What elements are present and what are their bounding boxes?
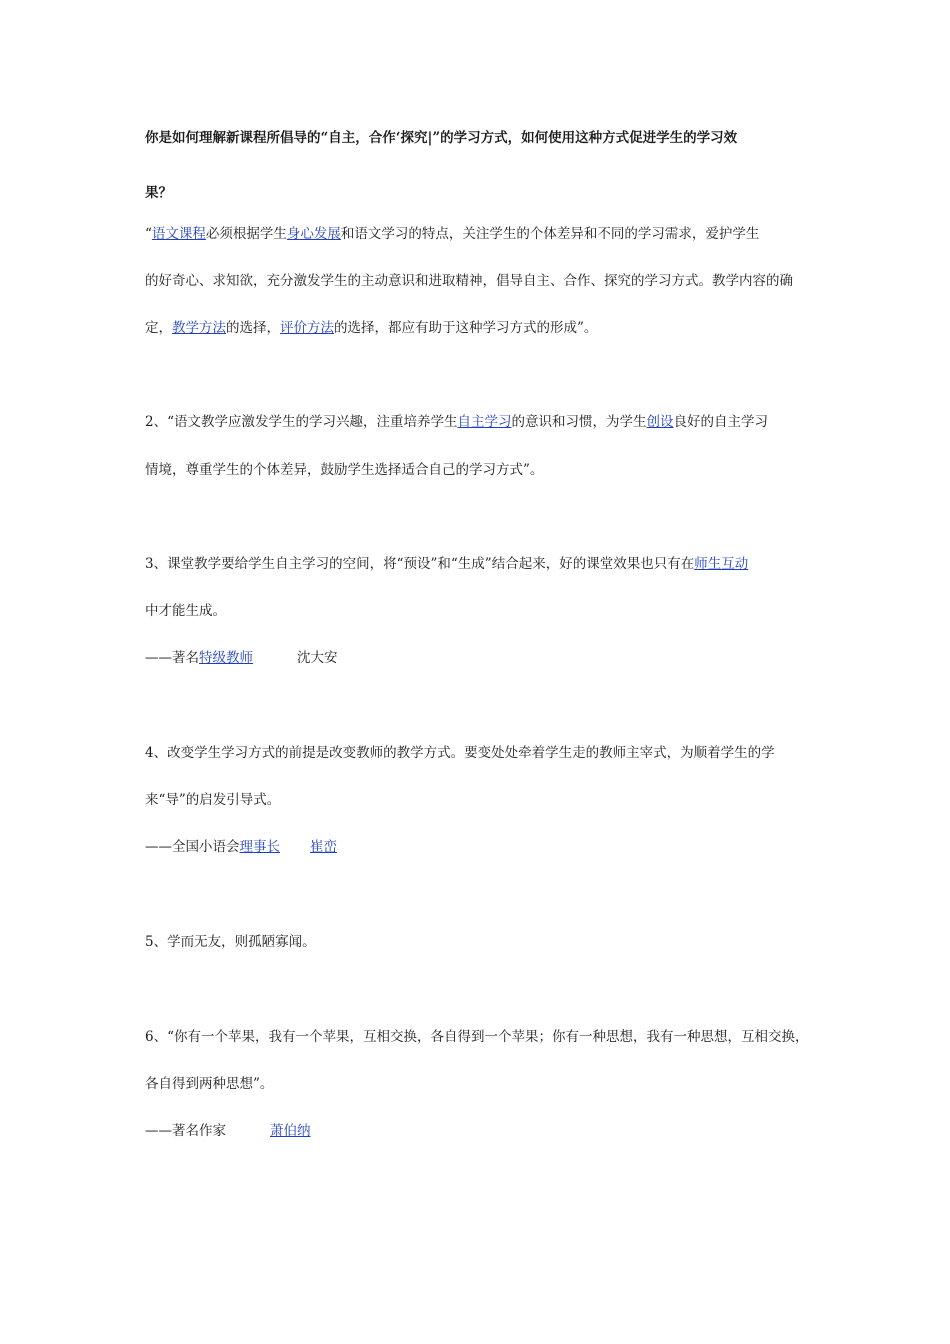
paragraph-1-line-1 [145, 224, 825, 244]
link-author-cui-luan[interactable]: 崔峦 [310, 839, 337, 855]
text: 必须根据学生 [205, 226, 287, 242]
text: 的意识和习惯，为学生 [511, 414, 647, 430]
link-special-grade-teacher[interactable]: 特级教师 [199, 650, 253, 666]
text: 的选择， [226, 320, 280, 336]
paragraph-1-line-2: 的好奇心、求知欲，充分激发学生的主动意识和进取精神，倡导自主、合作、探究的学习方式。教学内容的确 [145, 273, 793, 289]
text: ——全国小语会 [145, 839, 240, 855]
link-autonomous-learning[interactable]: 自主学习 [457, 414, 512, 430]
link-physical-mental-development[interactable]: 身心发展 [286, 226, 341, 242]
text: ——著名 [145, 650, 199, 666]
paragraph-2-line-2: 情境，尊重学生的个体差异，鼓励学生选择适合自己的学习方式”。 [145, 462, 544, 478]
link-author-bernard-shaw[interactable]: 萧伯纳 [270, 1123, 311, 1139]
question-title-line-2: 果？ [145, 185, 172, 201]
question-title-line-1: 你是如何理解新课程所倡导的“自主，合作‘探究|”的学习方式，如何使用这种方式促进学生的学习效 [145, 130, 738, 146]
paragraph-3-line-2: 中才能生成。 [145, 603, 226, 619]
link-evaluation-methods[interactable]: 评价方法 [280, 320, 334, 336]
link-teacher-student-interaction[interactable]: 师生互动 [694, 556, 749, 572]
link-council-director[interactable]: 理事长 [239, 839, 280, 855]
author-name: 沈大安 [297, 650, 338, 666]
text: 良好的自主学习 [673, 414, 768, 430]
paragraph-4-attribution [145, 837, 825, 857]
link-teaching-methods[interactable]: 教学方法 [172, 320, 226, 336]
text: 的选择，都应有助于这种学习方式的形成”。 [334, 320, 598, 336]
paragraph-5-line-1: 5、学而无友，则孤陋寡闻。 [145, 934, 316, 950]
text: ——著名作家 [145, 1123, 226, 1139]
link-create[interactable]: 创设 [646, 414, 674, 430]
text: 3、课堂教学要给学生自主学习的空间，将“预设”和“生成”结合起来，好的课堂效果也只有在 [145, 556, 695, 572]
text: 定， [145, 320, 172, 336]
paragraph-4-line-1: 4、改变学生学习方式的前提是改变教师的教学方式。要变处处牵着学生走的教师主宰式，为顺着学生的学 [145, 745, 775, 761]
paragraph-4-line-2: 来“导”的启发引导式。 [145, 792, 281, 808]
paragraph-6-line-1: 6、“你有一个苹果，我有一个苹果，互相交换，各自得到一个苹果；你有一种思想，我有一种思想，互相交换， [145, 1029, 809, 1045]
paragraph-2-line-1 [145, 412, 825, 432]
text: 2、“语文教学应激发学生的学习兴趣，注重培养学生 [145, 414, 458, 430]
text: “ [145, 226, 152, 242]
text: 和语文学习的特点，关注学生的个体差异和不同的学习需求，爱护学生 [340, 226, 760, 242]
paragraph-3-attribution [145, 648, 825, 668]
paragraph-3-line-1 [145, 554, 825, 574]
paragraph-6-line-2: 各自得到两种思想”。 [145, 1076, 274, 1092]
link-chinese-curriculum[interactable]: 语文课程 [151, 226, 206, 242]
paragraph-1-line-3 [145, 318, 825, 338]
paragraph-6-attribution [145, 1121, 825, 1141]
